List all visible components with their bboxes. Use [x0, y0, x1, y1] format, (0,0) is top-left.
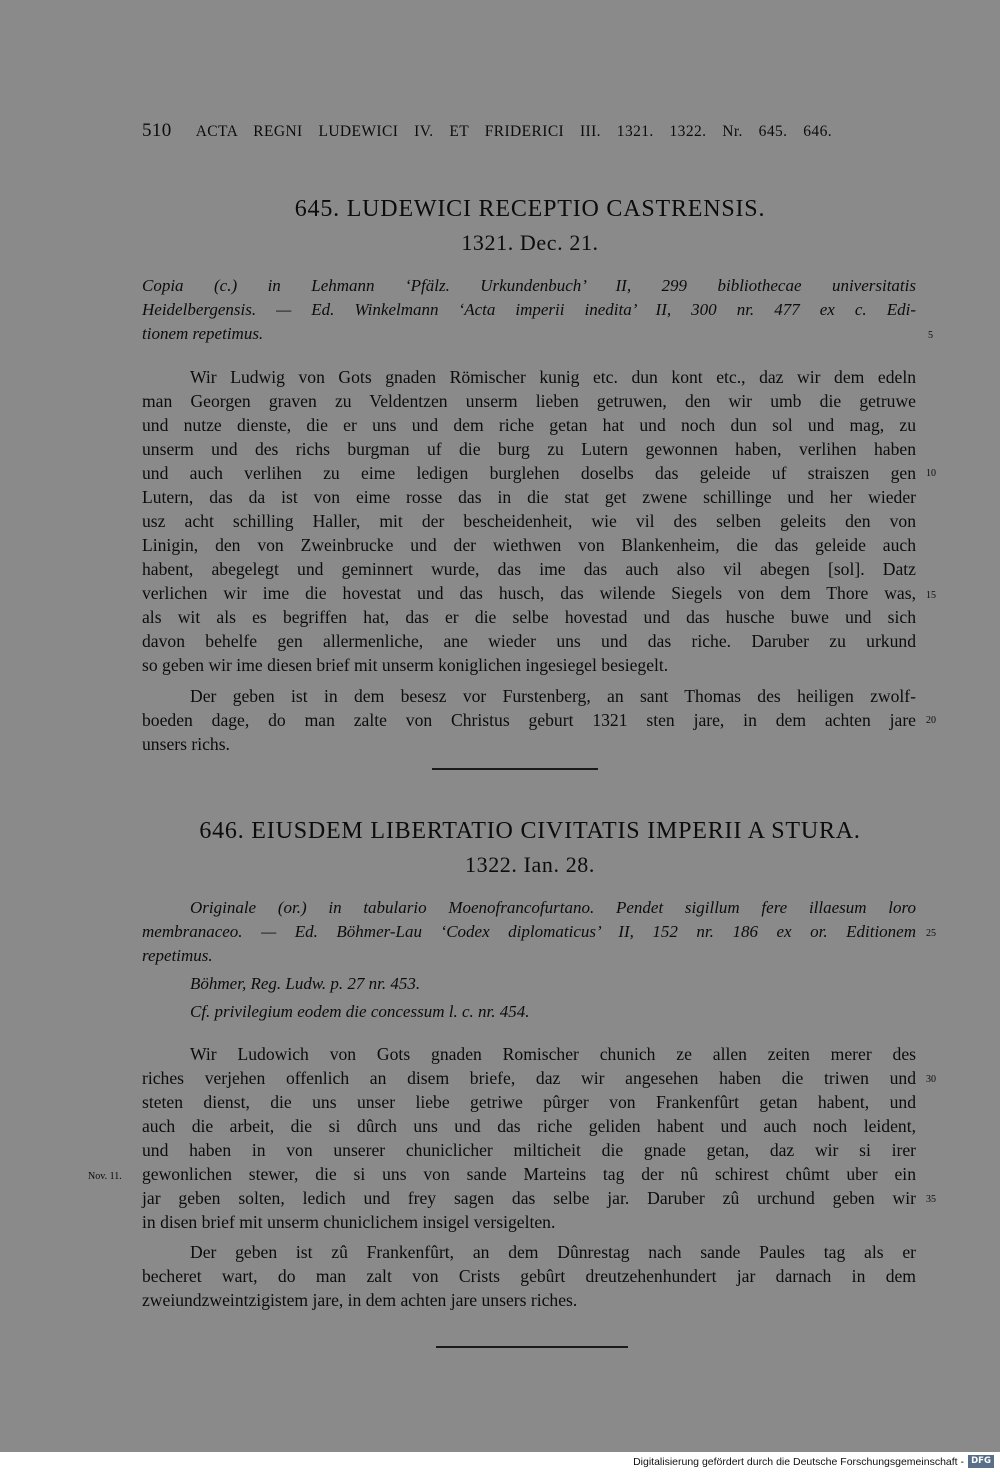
- doc-645-note-line: Copia (c.) in Lehmann ‘Pfälz. Urkundenbuch’ II, 299 bibliothecae universitatis: [142, 276, 916, 295]
- line-number: 25: [926, 928, 936, 939]
- page-number: 510: [142, 120, 172, 141]
- doc-645-body-line: und nutze dienste, die er uns und dem riche getan hat und noch dun sol und mag, zu: [142, 415, 916, 435]
- doc-646-note-line: repetimus.: [142, 946, 213, 965]
- doc-646-title: 646. EIUSDEM LIBERTATIO CIVITATIS IMPERII A STURA.: [199, 818, 861, 844]
- doc-645-body-line: unsers richs.: [142, 734, 230, 754]
- doc-646-body-line: zweiundzweintzigistem jare, in dem achten jare unsers riches.: [142, 1290, 578, 1310]
- section-divider: [436, 1346, 628, 1348]
- doc-645-body-line: davon behelfe gen allermenliche, ane wieder uns und das riche. Daruber zu urkund: [142, 631, 916, 651]
- doc-645-body-line: usz acht schilling Haller, mit der bescheidenheit, wie vil des selben geleits den von: [142, 511, 916, 531]
- doc-645-body-line: habent, abegelegt und geminnert wurde, das ime das auch also vil abegen [sol]. Datz: [142, 559, 916, 579]
- doc-646-body-line: becheret wart, do man zalt von Crists gebûrt dreutzehenhundert jar darnach in dem: [142, 1266, 916, 1286]
- footer-bar: [0, 1452, 1000, 1472]
- line-number: 20: [926, 715, 936, 726]
- line-number: 10: [926, 468, 936, 479]
- line-number: 15: [926, 590, 936, 601]
- doc-646-body-line: und haben in von unserer chuniclicher milticheit die gnade getan, daz wir si irer: [142, 1140, 916, 1160]
- doc-645-body-line: boeden dage, do man zalte von Christus geburt 1321 sten jare, in dem achten jare: [142, 710, 916, 730]
- line-number: 5: [928, 330, 933, 341]
- line-number: 35: [926, 1194, 936, 1205]
- running-title: ACTA REGNI LUDEWICI IV. ET FRIDERICI III. 1321. 1322. Nr. 645. 646.: [195, 123, 832, 140]
- funding-notice: Digitalisierung gefördert durch die Deutsche Forschungsgemeinschaft -: [633, 1456, 964, 1468]
- doc-646-note-line: Böhmer, Reg. Ludw. p. 27 nr. 453.: [190, 974, 421, 993]
- doc-646-body-line: in disen brief mit unserm chuniclichem insigel versigelten.: [142, 1212, 556, 1232]
- running-header: [142, 120, 832, 142]
- doc-645-body-line: unserm und des richs burgman uf die burg zu Lutern gewonnen haben, verlihen haben: [142, 439, 916, 459]
- doc-645-body-line: so geben wir ime diesen brief mit unserm koniglichen ingesiegel besiegelt.: [142, 655, 669, 675]
- dfg-logo: DFG: [968, 1455, 994, 1468]
- doc-646-note-line: membranaceo. — Ed. Böhmer-Lau ‘Codex diplomaticus’ II, 152 nr. 186 ex or. Editionem: [142, 922, 916, 941]
- section-divider: [432, 768, 598, 770]
- doc-645-note-line: tionem repetimus.: [142, 324, 264, 343]
- doc-646-body-line: Wir Ludowich von Gots gnaden Romischer chunich ze allen zeiten merer des: [190, 1044, 916, 1064]
- doc-646-date: 1322. Ian. 28.: [465, 852, 595, 877]
- line-number: 30: [926, 1074, 936, 1085]
- doc-646-body-line: gewonlichen stewer, die si uns von sande Marteins tag der nû schirest chûmt uber ein: [142, 1164, 916, 1184]
- doc-645-note-line: Heidelbergensis. — Ed. Winkelmann ‘Acta imperii inedita’ II, 300 nr. 477 ex c. Edi-: [142, 300, 916, 319]
- doc-645-body-line: Der geben ist in dem besesz vor Furstenberg, an sant Thomas des heiligen zwolf-: [190, 686, 916, 706]
- doc-646-body-line: jar geben solten, ledich und frey sagen das selbe jar. Daruber zû urchund geben wir: [142, 1188, 916, 1208]
- doc-645-body-line: und auch verlihen zu eime ledigen burglehen doselbs das geleide uf straiszen gen: [142, 463, 916, 483]
- doc-646-body-line: Der geben ist zû Frankenfûrt, an dem Dûnrestag nach sande Paules tag als er: [190, 1242, 916, 1262]
- doc-645-body-line: als wit als es begriffen hat, das er die selbe hovestad und das husche buwe und sich: [142, 607, 916, 627]
- doc-645-body-line: Linigin, den von Zweinbrucke und der wiethwen von Blankenheim, die das geleide auch: [142, 535, 916, 555]
- doc-646-note-line: Originale (or.) in tabulario Moenofrancofurtano. Pendet sigillum fere illaesum loro: [190, 898, 916, 917]
- doc-645-body-line: Lutern, das da ist von eime rosse das in die stat get zwene schillinge und her wieder: [142, 487, 916, 507]
- doc-646-body-line: auch die arbeit, die si dûrch uns und das riche geliden habent und auch noch leident,: [142, 1116, 916, 1136]
- doc-645-body-line: Wir Ludwig von Gots gnaden Römischer kunig etc. dun kont etc., daz wir dem edeln: [190, 367, 916, 387]
- doc-646-body-line: steten dienst, die uns unser liebe getriwe pûrger von Frankenfûrt getan habent, und: [142, 1092, 916, 1112]
- doc-645-body-line: verlichen wir ime die hovestat und das husch, das wilende Siegels von dem Thore was,: [142, 583, 916, 603]
- doc-645-body-line: man Georgen graven zu Veldentzen unserm lieben getruwen, den wir umb die getruwe: [142, 391, 916, 411]
- margin-date-note: Nov. 11.: [88, 1171, 122, 1182]
- doc-645-title: 645. LUDEWICI RECEPTIO CASTRENSIS.: [294, 196, 766, 222]
- doc-645-date: 1321. Dec. 21.: [461, 230, 599, 255]
- doc-646-note-line: Cf. privilegium eodem die concessum l. c. nr. 454.: [190, 1002, 530, 1021]
- doc-646-body-line: riches verjehen offenlich an disem briefe, daz wir angesehen haben die triwen und: [142, 1068, 916, 1088]
